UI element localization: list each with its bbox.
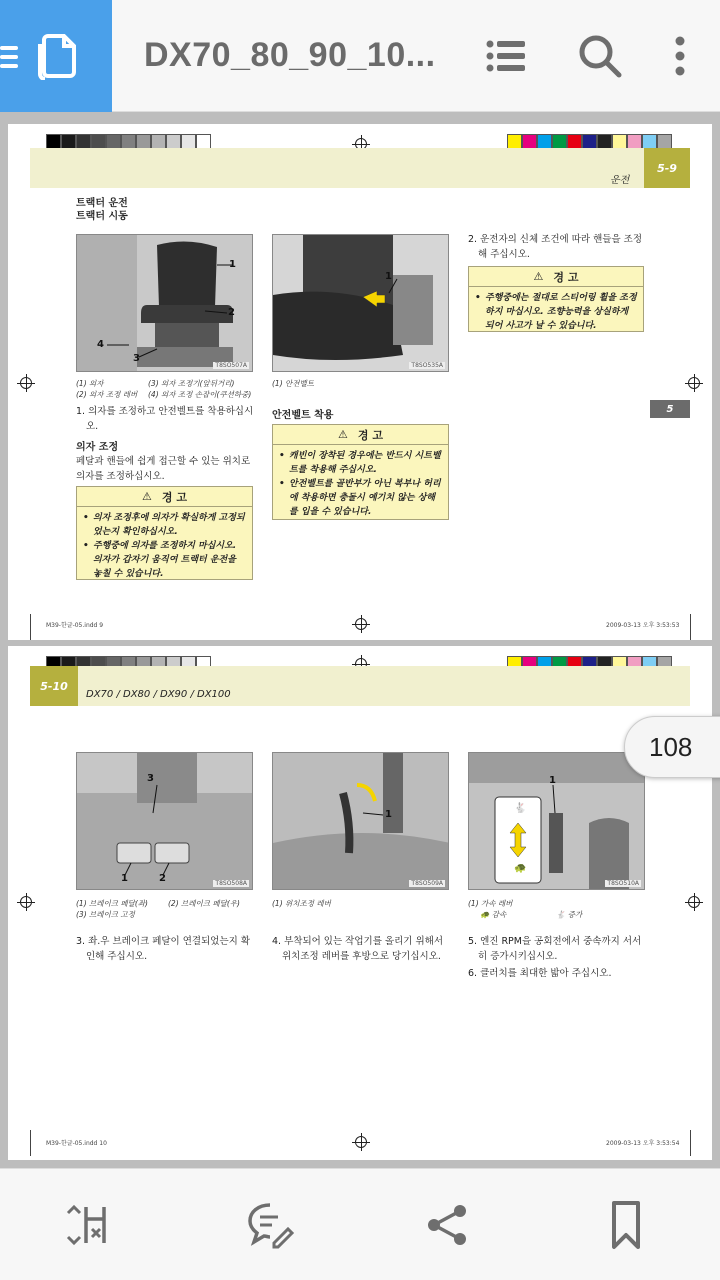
crop-mark — [690, 614, 691, 640]
crop-mark — [30, 1130, 31, 1156]
callout-1: 1 — [229, 259, 236, 270]
page-header-band — [30, 666, 690, 706]
warning-item: • 주행중에 의자를 조정하지 마십시오. 의자가 갑자기 움직여 트랙터 운전을 놓칠 수 있습니다. — [83, 539, 246, 581]
footer-timestamp: 2009-03-13 오후 3:53:54 — [606, 1140, 680, 1147]
step-3: 3. 좌.우 브레이크 페달이 연결되었는지 확인해 주십시오. — [76, 936, 251, 962]
registration-mark — [688, 896, 700, 908]
warning-item: • 캐빈이 장착된 경우에는 반드시 시트벨트를 착용해 주십시오. — [279, 449, 442, 477]
warning-triangle-icon: ⚠ — [142, 490, 152, 503]
step-6: 6. 클러치를 최대한 밟아 주십시오. — [468, 968, 612, 979]
turtle-icon: 🐢 — [514, 863, 527, 874]
warning-item: • 의자 조정후에 의자가 확실하게 고정되었는지 확인하십시오. — [83, 511, 246, 539]
document-title: DX70_80_90_10... — [144, 36, 436, 74]
caption-seat: (1) 의자 — [76, 379, 104, 388]
more-vert-icon[interactable] — [656, 32, 704, 80]
warning-item: • 주행중에는 절대로 스티어링 휠을 조정하지 마십시오. 조향능력을 상실하게 되어 사고가 날 수 있습니다. — [475, 291, 637, 333]
page-number-chip: 5-10 — [30, 666, 78, 706]
callout-4: 4 — [97, 339, 104, 350]
registration-mark — [355, 1136, 367, 1148]
warning-header: ⚠ 경 고 — [273, 425, 448, 445]
callout-1: 1 — [549, 775, 556, 786]
caption-seat: (3) 의자 조정기(앞뒤거리) — [148, 379, 235, 388]
turtle-icon: 🐢 — [480, 910, 490, 919]
caption-brake: (3) 브레이크 고정 — [76, 910, 135, 919]
warning-box-steering — [468, 266, 644, 332]
fit-width-icon[interactable] — [62, 1199, 114, 1251]
rabbit-icon: 🐇 — [514, 803, 527, 814]
footer-file: M39-한글-05.indd 9 — [46, 622, 104, 629]
caption-position-lever: (1) 위치조정 레버 — [272, 899, 331, 908]
warning-triangle-icon: ⚠ — [338, 428, 348, 441]
document-icon — [38, 32, 78, 80]
heading-tractor-start: 트랙터 시동 — [76, 211, 128, 222]
registration-mark — [20, 377, 32, 389]
bottom-toolbar — [0, 1168, 720, 1280]
figure-code: T8SO508A — [215, 880, 247, 887]
registration-mark — [355, 618, 367, 630]
warning-header: ⚠ 경 고 — [77, 487, 252, 507]
warning-header: ⚠ 경 고 — [469, 267, 643, 287]
warning-item: • 안전벨트를 골반부가 아닌 복부나 허리에 착용하면 충돌시 예기치 않는 상해를 입을 수 있습니다. — [279, 477, 442, 519]
page-number-chip: 5-9 — [644, 148, 690, 188]
footer-timestamp: 2009-03-13 오후 3:53:53 — [606, 622, 680, 629]
list-icon[interactable] — [482, 32, 530, 80]
share-icon[interactable] — [422, 1199, 474, 1251]
footer-file: M39-한글-05.indd 10 — [46, 1140, 107, 1147]
callout-3: 3 — [133, 353, 140, 364]
caption-throttle-increase: 🐇 증가 — [556, 910, 583, 919]
caption-seat: (2) 의자 조정 레버 — [76, 390, 138, 399]
menu-icon — [0, 46, 18, 73]
step-1: 1. 의자를 조정하고 안전벨트를 착용하십시오. — [76, 406, 254, 432]
registration-mark — [20, 896, 32, 908]
caption-brake: (2) 브레이크 페달(우) — [168, 899, 240, 908]
heading-seatbelt: 안전벨트 착용 — [272, 410, 334, 421]
warning-box-seat — [76, 486, 253, 580]
caption-brake: (1) 브레이크 페달(좌) — [76, 899, 148, 908]
brake-pedal-photo — [76, 752, 253, 890]
figure-code: T8SO507A — [215, 362, 247, 369]
callout-3: 3 — [147, 773, 154, 784]
top-app-bar — [0, 0, 720, 112]
bookmark-icon[interactable] — [602, 1199, 654, 1251]
seatbelt-photo — [272, 234, 449, 372]
pdf-page-9[interactable] — [8, 124, 712, 640]
callout-2: 2 — [228, 307, 235, 318]
chapter-side-tab: 5 — [650, 400, 690, 418]
caption-throttle: (1) 가속 레버 — [468, 899, 513, 908]
seat-photo — [76, 234, 253, 372]
figure-code: T8SO509A — [411, 880, 443, 887]
page-indicator[interactable]: 108 — [624, 716, 720, 778]
warning-triangle-icon: ⚠ — [533, 270, 544, 283]
callout-1: 1 — [385, 809, 392, 820]
step-5: 5. 엔진 RPM을 공회전에서 중속까지 서서히 증가시키십시오. — [468, 936, 642, 962]
model-label: DX70 / DX80 / DX90 / DX100 — [86, 689, 231, 700]
section-label: 운전 — [610, 175, 630, 186]
position-lever-photo — [272, 752, 449, 890]
caption-seatbelt: (1) 안전벨트 — [272, 379, 314, 388]
crop-mark — [690, 1130, 691, 1156]
rabbit-icon: 🐇 — [556, 910, 566, 919]
step-4: 4. 부착되어 있는 작업기를 올리기 위해서 위치조정 레버를 후방으로 당기십시오. — [272, 936, 443, 962]
throttle-lever-photo — [468, 752, 645, 890]
comment-icon[interactable] — [244, 1199, 296, 1251]
heading-tractor-operation: 트랙터 운전 — [76, 198, 128, 209]
figure-code: T8SO510A — [607, 880, 639, 887]
callout-1: 1 — [121, 873, 128, 884]
callout-1: 1 — [385, 271, 392, 282]
registration-mark — [688, 377, 700, 389]
search-icon[interactable] — [576, 32, 624, 80]
document-menu-button[interactable] — [0, 0, 112, 112]
figure-code: T8SO535A — [411, 362, 443, 369]
crop-mark — [30, 614, 31, 640]
callout-2: 2 — [159, 873, 166, 884]
caption-seat: (4) 의자 조정 손잡이(쿠션하중) — [148, 390, 252, 399]
para-seat-adjust: 페달과 핸들에 쉽게 접근할 수 있는 위치로 의자를 조정하십시오. — [76, 456, 251, 482]
caption-throttle-decrease: 🐢 감속 — [480, 910, 507, 919]
step-2: 2. 운전자의 신체 조건에 따라 핸들을 조정해 주십시오. — [468, 234, 643, 260]
pdf-page-10[interactable] — [8, 646, 712, 1160]
heading-seat-adjust: 의자 조정 — [76, 442, 119, 453]
warning-box-seatbelt — [272, 424, 449, 520]
page-header-band — [30, 148, 690, 188]
